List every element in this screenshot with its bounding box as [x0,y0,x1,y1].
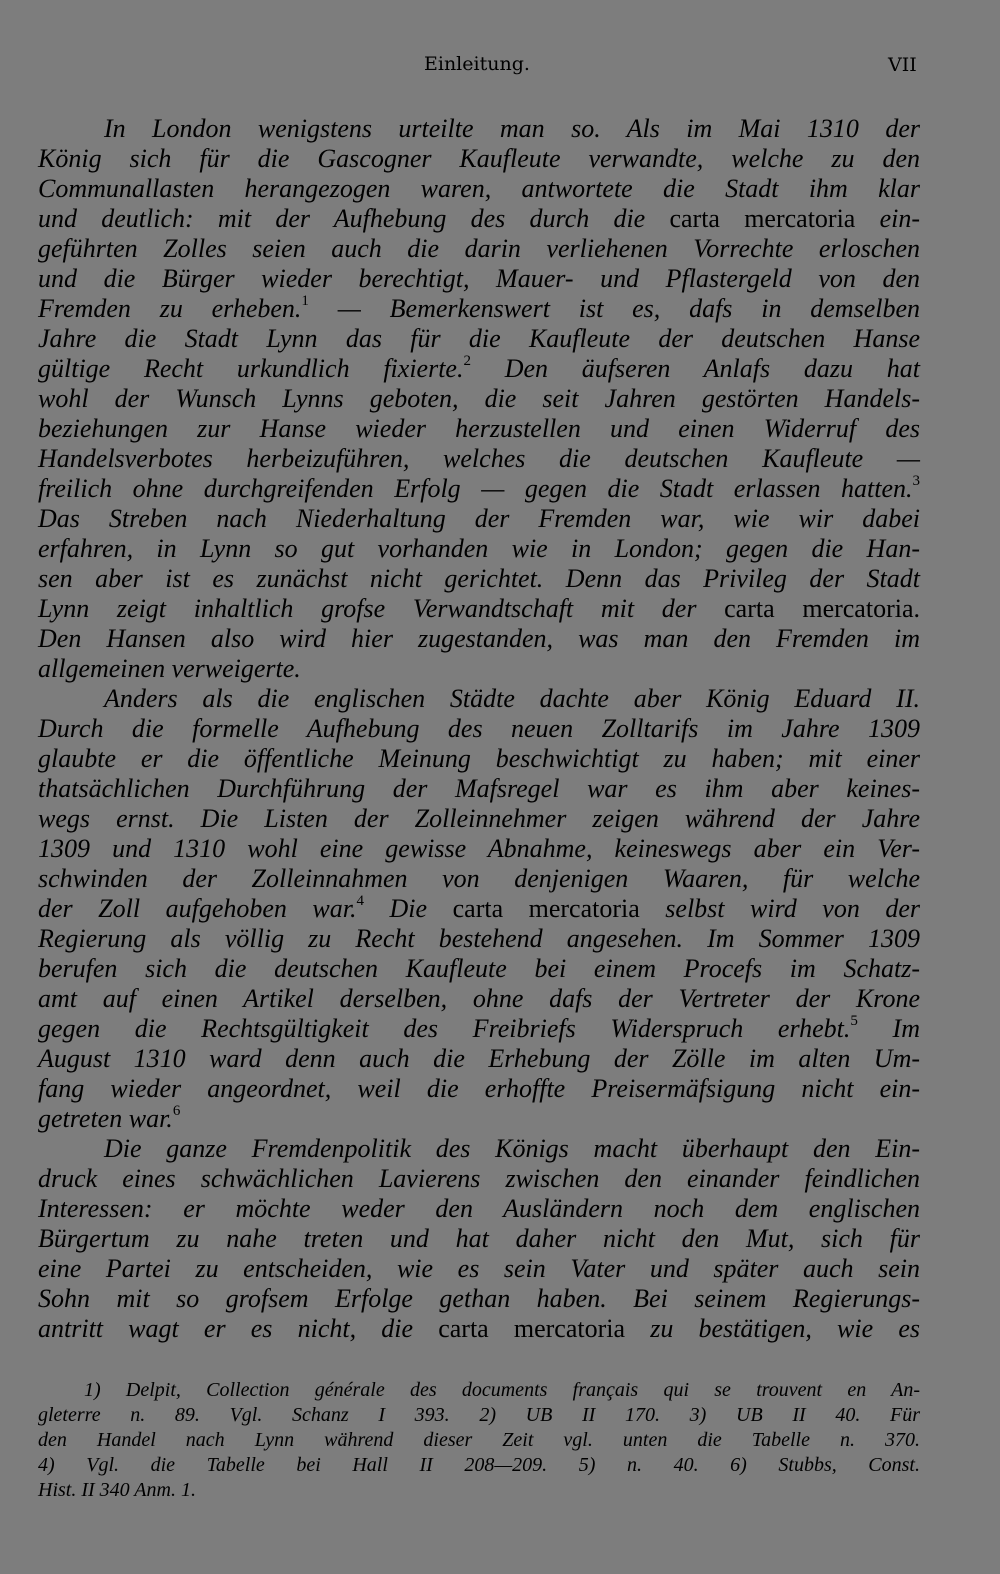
text-line: Fremden zu erheben.$^1$ — Bemerkenswert ist es, dafs in demselben [38,293,920,323]
text-line: wohl der Wunsch Lynns geboten, die seit Jahren gestörten Handels- [38,384,920,413]
text-line: gegen die Rechtsgültigkeit des Freibriefs Widerspruch erhebt.$^5$ Im [38,1013,920,1043]
text-line: wegs ernst. Die Listen der Zolleinnehmer zeigen während der Jahre [38,804,920,833]
text-line: Die ganze Fremdenpolitik des Königs macht überhaupt den Ein- [104,1134,920,1163]
text-line: gültige Recht urkundlich fixierte.$^2$ Den äufseren Anlafs dazu hat [38,353,920,383]
footnote-ref: 4 [356,893,365,910]
text-line: 1309 und 1310 wohl eine gewisse Abnahme, keineswegs aber ein Ver- [38,834,920,863]
text-line: August 1310 ward denn auch die Erhebung der Zölle im alten Um- [38,1044,920,1073]
text-line: Regierung als völlig zu Recht bestehend angesehen. Im Sommer 1309 [38,924,920,953]
text-line: Durch die formelle Aufhebung des neuen Zolltarifs im Jahre 1309 [38,714,920,743]
page-number: VII [888,54,917,76]
text-line: und die Bürger wieder berechtigt, Mauer- und Pflastergeld von den [38,264,920,293]
text-line: König sich für die Gascogner Kaufleute verwandte, welche zu den [38,144,920,173]
text-line: thatsächlichen Durchführung der Mafsregel war es ihm aber keines- [38,774,920,803]
text-line: geführten Zolles seien auch die darin verliehenen Vorrechte erloschen [38,234,920,263]
footnote-ref: 2 [463,353,471,370]
footnote-line: 1) Delpit, Collection générale des documents français qui se trouvent en An- [84,1379,920,1401]
text-line: Bürgertum zu nahe treten und hat daher nicht den Mut, sich für [38,1224,920,1253]
footnote-line: gleterre n. 89. Vgl. Schanz I 393. 2) UB II 170. 3) UB II 40. Für [38,1404,920,1426]
text-line: eine Partei zu entscheiden, wie es sein Vater und später auch sein [38,1254,920,1283]
text-line: berufen sich die deutschen Kaufleute bei einem Procefs im Schatz- [38,954,920,983]
footnote-ref: 6 [172,1103,181,1120]
text-line: Anders als die englischen Städte dachte aber König Eduard II. [104,684,920,713]
text-line: Den Hansen also wird hier zugestanden, was man den Fremden im [38,624,920,653]
text-line: druck eines schwächlichen Lavierens zwischen den einander feindlichen [38,1164,920,1193]
text-line: der Zoll aufgehoben war.$^4$ Die carta mercatoria selbst wird von der [38,893,921,923]
footnote-ref: 3 [912,473,920,490]
text-line: und deutlich: mit der Aufhebung des durch die carta mercatoria ein- [38,204,920,233]
footnote-line: den Handel nach Lynn während dieser Zeit vgl. unten die Tabelle n. 370. [38,1429,920,1451]
text-line: Handelsverbotes herbeizuführen, welches die deutschen Kaufleute — [38,444,920,473]
text-line: antritt wagt er es nicht, die carta mercatoria zu bestätigen, wie es [38,1314,920,1343]
footnote-line: 4) Vgl. die Tabelle bei Hall II 208—209. 5) n. 40. 6) Stubbs, Const. [38,1454,920,1476]
text-line: glaubte er die öffentliche Meinung beschwichtigt zu haben; mit einer [38,744,920,773]
running-title: Einleitung. [424,53,530,75]
text-line: fang wieder angeordnet, weil die erhoffte Preisermäfsigung nicht ein- [38,1074,920,1103]
text-line: Communallasten herangezogen waren, antwortete die Stadt ihm klar [38,174,920,203]
text-line: amt auf einen Artikel derselben, ohne dafs der Vertreter der Krone [38,984,920,1013]
text-line: Jahre die Stadt Lynn das für die Kaufleute der deutschen Hanse [38,324,920,353]
text-line: sen aber ist es zunächst nicht gerichtet. Denn das Privileg der Stadt [38,564,920,593]
text-line: beziehungen zur Hanse wieder herzustellen und einen Widerruf des [38,414,920,443]
text-line: Das Streben nach Niederhaltung der Fremden war, wie wir dabei [38,504,920,533]
text-line: allgemeinen verweigerte. [38,654,301,683]
text-line: getreten war.$^6$ [38,1103,181,1133]
text-line: schwinden der Zolleinnahmen von denjenigen Waaren, für welche [38,864,920,893]
text-line: erfahren, in Lynn so gut vorhanden wie in London; gegen die Han- [38,534,920,563]
text-line: Sohn mit so grofsem Erfolge gethan haben. Bei seinem Regierungs- [38,1284,920,1313]
text-line: Lynn zeigt inhaltlich grofse Verwandtschaft mit der carta mercatoria. [38,594,920,623]
footnote-line: Hist. II 340 Anm. 1. [38,1479,196,1501]
text-line: Interessen: er möchte weder den Ausländern noch dem englischen [38,1194,920,1223]
footnote-ref: 5 [850,1013,858,1030]
text-line: freilich ohne durchgreifenden Erfolg — gegen die Stadt erlassen hatten.$^3$ [38,473,920,503]
footnote-ref: 1 [301,293,309,310]
text-line: In London wenigstens urteilte man so. Als im Mai 1310 der [104,114,920,143]
